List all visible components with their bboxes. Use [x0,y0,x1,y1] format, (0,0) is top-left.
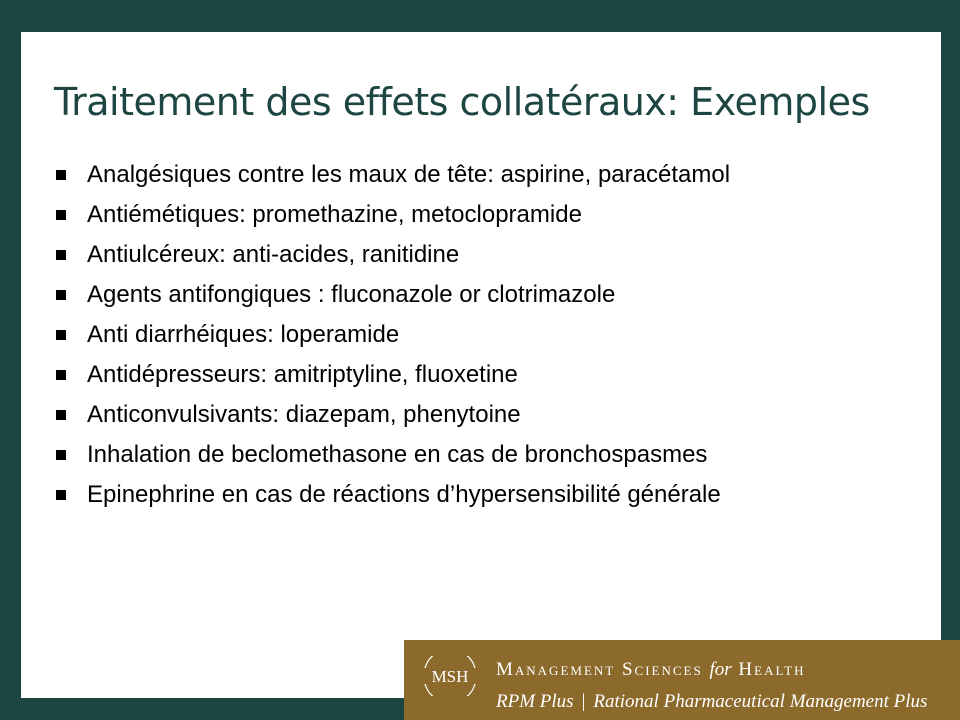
square-bullet-icon [56,330,66,340]
list-item [55,323,815,347]
list-item [55,483,815,507]
square-bullet-icon [56,370,66,380]
square-bullet-icon [56,490,66,500]
square-bullet-icon [56,250,66,260]
bullet-text: Anticonvulsivants: diazepam, phenytoine [87,401,521,428]
program-separator: | [581,691,586,712]
square-bullet-icon [56,450,66,460]
square-bullet-icon [56,170,66,180]
bullet-text: Antidépresseurs: amitriptyline, fluoxetine [87,361,518,388]
bullet-list [55,163,815,523]
org-name [496,659,806,681]
program-short: RPM Plus [496,691,574,712]
list-item [55,163,815,187]
org-name-for: for [709,659,732,680]
msh-logo-icon [421,656,479,696]
bullet-text: Anti diarrhéiques: loperamide [87,321,400,348]
program-long: Rational Pharmaceutical Management Plus [593,691,928,712]
slide-title: Traitement des effets collatéraux: Exemples [54,80,870,124]
square-bullet-icon [56,290,66,300]
square-bullet-icon [56,210,66,220]
bullet-text: Antiulcéreux: anti-acides, ranitidine [87,241,460,268]
list-item [55,363,815,387]
footer-band [404,640,960,720]
bullet-text: Agents antifongiques : fluconazole or clotrimazole [87,281,616,308]
bullet-text: Inhalation de beclomethasone en cas de bronchospasmes [87,441,708,468]
list-item [55,443,815,467]
program-name [496,691,927,713]
bullet-text: Analgésiques contre les maux de tête: aspirine, paracétamol [87,161,731,188]
list-item [55,203,815,227]
list-item [55,403,815,427]
org-name-part1: Management Sciences [496,659,703,680]
square-bullet-icon [56,410,66,420]
list-item [55,283,815,307]
msh-logo-text: MSH [431,667,469,686]
slide-canvas [21,32,941,698]
bullet-text: Epinephrine en cas de réactions d’hypersensibilité générale [87,481,721,508]
org-name-part2: Health [738,659,806,680]
bullet-text: Antiémétiques: promethazine, metoclopramide [87,201,582,228]
list-item [55,243,815,267]
